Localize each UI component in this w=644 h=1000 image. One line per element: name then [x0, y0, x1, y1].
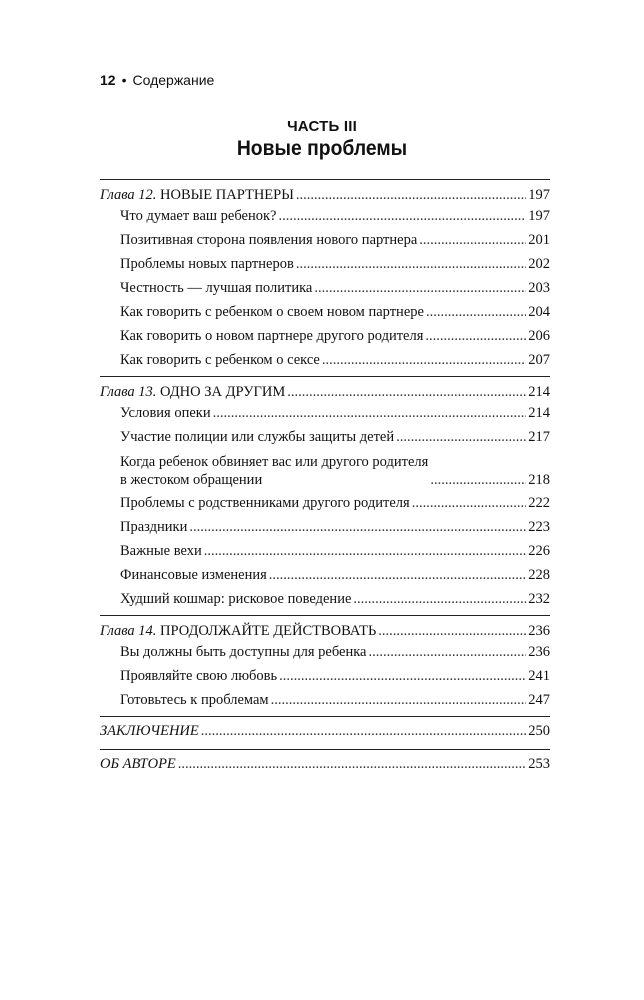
page-ref: 226 [528, 543, 550, 559]
entry-title: Участие полиции или службы защиты детей [120, 429, 395, 445]
entry-title: Что думает ваш ребенок? [120, 208, 277, 224]
page-ref: 222 [528, 495, 550, 511]
leader-dots [278, 207, 526, 225]
toc-entry[interactable] [100, 204, 550, 228]
page-ref: 217 [528, 429, 550, 445]
page-ref: 218 [528, 472, 550, 488]
page-ref: 236 [528, 644, 550, 660]
header-separator: • [121, 72, 127, 88]
page-ref: 214 [528, 405, 550, 421]
leader-dots [419, 231, 526, 249]
page-ref: 201 [528, 232, 550, 248]
toc-about-author[interactable] [100, 750, 550, 778]
leader-dots [296, 186, 526, 204]
toc-entry[interactable] [100, 425, 550, 449]
toc-entry[interactable] [100, 539, 550, 563]
chapter-title: Глава 12. НОВЫЕ ПАРТНЕРЫ [100, 187, 294, 203]
leader-dots [213, 404, 527, 422]
page-ref: 206 [528, 328, 550, 344]
toc-entry[interactable] [100, 688, 550, 712]
leader-dots [314, 279, 526, 297]
leader-dots [269, 566, 526, 584]
toc-entry[interactable] [100, 563, 550, 587]
page-ref: 214 [528, 384, 550, 400]
entry-title: Финансовые изменения [120, 567, 267, 583]
entry-title: Честность — лучшая политика [120, 280, 313, 296]
toc-entry[interactable] [100, 664, 550, 688]
entry-title: Проявляйте свою любовь [120, 668, 278, 684]
toc-entry[interactable] [100, 324, 550, 348]
page-ref: 204 [528, 304, 550, 320]
page-ref: 197 [528, 208, 550, 224]
page-number: 12 [100, 72, 116, 88]
entry-title: Условия опеки [120, 405, 211, 421]
leader-dots [396, 428, 526, 446]
entry-title: Проблемы новых партнеров [120, 256, 294, 272]
entry-title: ОБ АВТОРЕ [100, 756, 176, 772]
leader-dots [201, 722, 527, 740]
leader-dots [189, 518, 526, 536]
entry-title: Худший кошмар: рисковое поведение [120, 591, 352, 607]
part-title: Новые проблемы [236, 137, 408, 160]
leader-dots [287, 383, 526, 401]
page-ref: 236 [528, 623, 550, 639]
leader-dots [426, 303, 526, 321]
toc-entry[interactable] [100, 276, 550, 300]
entry-title: Вы должны быть доступны для ребенка [120, 644, 367, 660]
leader-dots [378, 622, 526, 640]
toc-chapter-14[interactable] [100, 616, 550, 640]
toc-entry[interactable] [100, 449, 550, 491]
entry-title: Позитивная сторона появления нового партнера [120, 232, 418, 248]
part-label: ЧАСТЬ III [287, 118, 357, 135]
leader-dots [204, 542, 527, 560]
chapter-title: Глава 13. ОДНО ЗА ДРУГИМ [100, 384, 286, 400]
leader-dots [369, 643, 527, 661]
page-ref: 202 [528, 256, 550, 272]
running-head [100, 72, 214, 88]
leader-dots [296, 255, 526, 273]
entry-title: Проблемы с родственниками другого родителя [120, 495, 410, 511]
page-ref: 203 [528, 280, 550, 296]
toc-entry[interactable] [100, 252, 550, 276]
toc-chapter-13[interactable] [100, 377, 550, 401]
entry-title: Праздники [120, 519, 188, 535]
entry-title: Важные вехи [120, 543, 202, 559]
page-ref: 247 [528, 692, 550, 708]
page-ref: 232 [528, 591, 550, 607]
leader-dots [279, 667, 526, 685]
toc-chapter-12[interactable] [100, 180, 550, 204]
leader-dots [322, 351, 526, 369]
page-ref: 197 [528, 187, 550, 203]
leader-dots [178, 755, 526, 773]
leader-dots [412, 494, 527, 512]
toc-entry[interactable] [100, 587, 550, 611]
page-ref: 228 [528, 567, 550, 583]
entry-title: Как говорить с ребенком о сексе [120, 352, 320, 368]
chapter-title: Глава 14. ПРОДОЛЖАЙТЕ ДЕЙСТВОВАТЬ [100, 623, 377, 639]
entry-title: Когда ребенок обвиняет вас или другого родителя в жестоком обращении [120, 454, 429, 488]
table-of-contents [100, 180, 550, 778]
toc-entry[interactable] [100, 640, 550, 664]
toc-entry[interactable] [100, 491, 550, 515]
header-section-title: Содержание [132, 72, 215, 88]
leader-dots [430, 471, 526, 489]
toc-conclusion[interactable] [100, 717, 550, 745]
page-ref: 250 [528, 723, 550, 739]
page-ref: 223 [528, 519, 550, 535]
toc-entry[interactable] [100, 515, 550, 539]
entry-title: Как говорить о новом партнере другого родителя [120, 328, 424, 344]
page-ref: 253 [528, 756, 550, 772]
leader-dots [425, 327, 526, 345]
leader-dots [353, 590, 526, 608]
page-ref: 207 [528, 352, 550, 368]
entry-title: ЗАКЛЮЧЕНИЕ [100, 723, 199, 739]
toc-entry[interactable] [100, 348, 550, 372]
entry-title: Как говорить с ребенком о своем новом партнере [120, 304, 424, 320]
part-heading [0, 118, 644, 161]
page-ref: 241 [528, 668, 550, 684]
toc-entry[interactable] [100, 401, 550, 425]
toc-entry[interactable] [100, 228, 550, 252]
leader-dots [271, 691, 527, 709]
toc-entry[interactable] [100, 300, 550, 324]
entry-title: Готовьтесь к проблемам [120, 692, 269, 708]
